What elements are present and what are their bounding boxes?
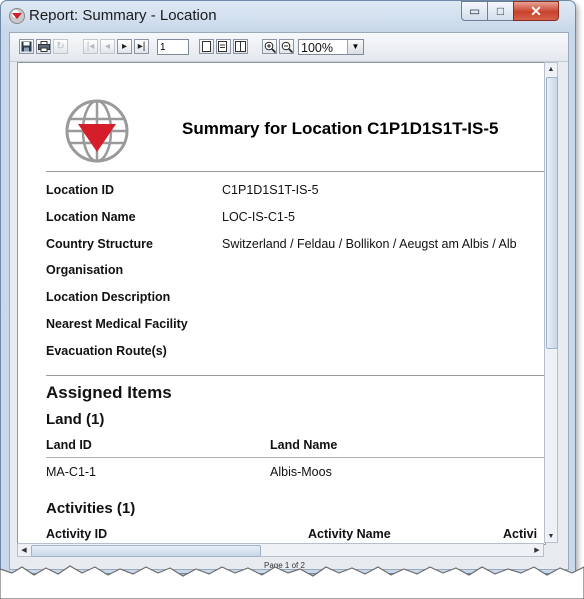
field-value-location-id: C1P1D1S1T-IS-5 — [222, 183, 319, 197]
report-toolbar — [10, 33, 568, 62]
activities-column-header-id: Activity ID — [46, 527, 108, 541]
save-icon[interactable] — [19, 39, 34, 54]
close-button[interactable] — [513, 1, 559, 21]
land-heading: Land (1) — [46, 411, 105, 428]
last-page-icon[interactable]: ▸| — [134, 39, 149, 54]
zoom-in-icon[interactable] — [262, 39, 277, 54]
app-logo-icon[interactable] — [9, 8, 25, 24]
vertical-scroll-thumb[interactable] — [546, 77, 558, 349]
scroll-up-icon[interactable]: ▲ — [547, 65, 555, 73]
fields-divider — [46, 375, 546, 376]
scroll-down-icon[interactable]: ▼ — [547, 532, 555, 540]
print-icon[interactable] — [36, 39, 51, 54]
zoom-out-icon[interactable] — [279, 39, 294, 54]
land-cell-name: Albis-Moos — [270, 465, 332, 479]
page-number-input[interactable]: 1 — [157, 39, 189, 55]
field-label-country-structure: Country Structure — [46, 237, 153, 251]
scroll-left-icon[interactable]: ◀ — [21, 547, 27, 554]
field-label-location-name: Location Name — [46, 210, 136, 224]
client-area — [9, 32, 569, 570]
maximize-icon: □ — [496, 4, 505, 18]
prev-page-icon[interactable]: ◂ — [100, 39, 115, 54]
activities-heading: Activities (1) — [46, 500, 136, 517]
maximize-button[interactable] — [487, 1, 514, 21]
scroll-right-icon[interactable]: ▶ — [534, 547, 540, 554]
field-label-location-id: Location ID — [46, 183, 115, 197]
field-label-location-description: Location Description — [46, 290, 171, 304]
single-page-icon[interactable] — [199, 39, 214, 54]
refresh-icon[interactable]: ↻ — [53, 39, 68, 54]
assigned-items-heading: Assigned Items — [46, 383, 172, 402]
page-indicator: Page 1 of 2 — [264, 561, 305, 570]
zoom-value: 100% — [301, 41, 333, 55]
field-value-country-structure: Switzerland / Feldau / Bollikon / Aeugst am Albis / Alb — [222, 237, 517, 251]
activities-column-header-name: Activity Name — [308, 527, 391, 541]
report-title: Summary for Location C1P1D1S1T-IS-5 — [182, 119, 499, 138]
minimize-icon: ▭ — [468, 4, 481, 18]
field-label-organisation: Organisation — [46, 263, 124, 277]
zoom-select[interactable] — [298, 39, 364, 55]
field-value-location-name: LOC-IS-C1-5 — [222, 210, 295, 224]
field-label-nearest-medical-facility: Nearest Medical Facility — [46, 317, 188, 331]
vertical-scrollbar[interactable] — [544, 62, 558, 543]
activities-column-header-type: Activi — [503, 527, 538, 541]
first-page-icon[interactable]: |◂ — [83, 39, 98, 54]
title-bar[interactable] — [1, 1, 575, 31]
title-divider — [46, 171, 546, 172]
field-label-evacuation-routes: Evacuation Route(s) — [46, 344, 167, 358]
land-column-header-id: Land ID — [46, 438, 92, 452]
chevron-down-icon[interactable]: ▼ — [347, 40, 363, 54]
minimize-button[interactable] — [461, 1, 488, 21]
next-page-icon[interactable]: ▸ — [117, 39, 132, 54]
report-viewport[interactable] — [17, 62, 546, 545]
land-cell-id: MA-C1-1 — [46, 465, 97, 479]
close-icon: ✕ — [530, 2, 542, 19]
torn-edge — [0, 555, 584, 599]
report-page — [18, 63, 546, 545]
window-title: Report: Summary - Location — [29, 7, 217, 24]
globe-logo-icon — [65, 99, 129, 163]
land-header-divider — [46, 457, 546, 458]
continuous-page-icon[interactable] — [216, 39, 231, 54]
facing-page-icon[interactable] — [233, 39, 248, 54]
land-column-header-name: Land Name — [270, 438, 338, 452]
